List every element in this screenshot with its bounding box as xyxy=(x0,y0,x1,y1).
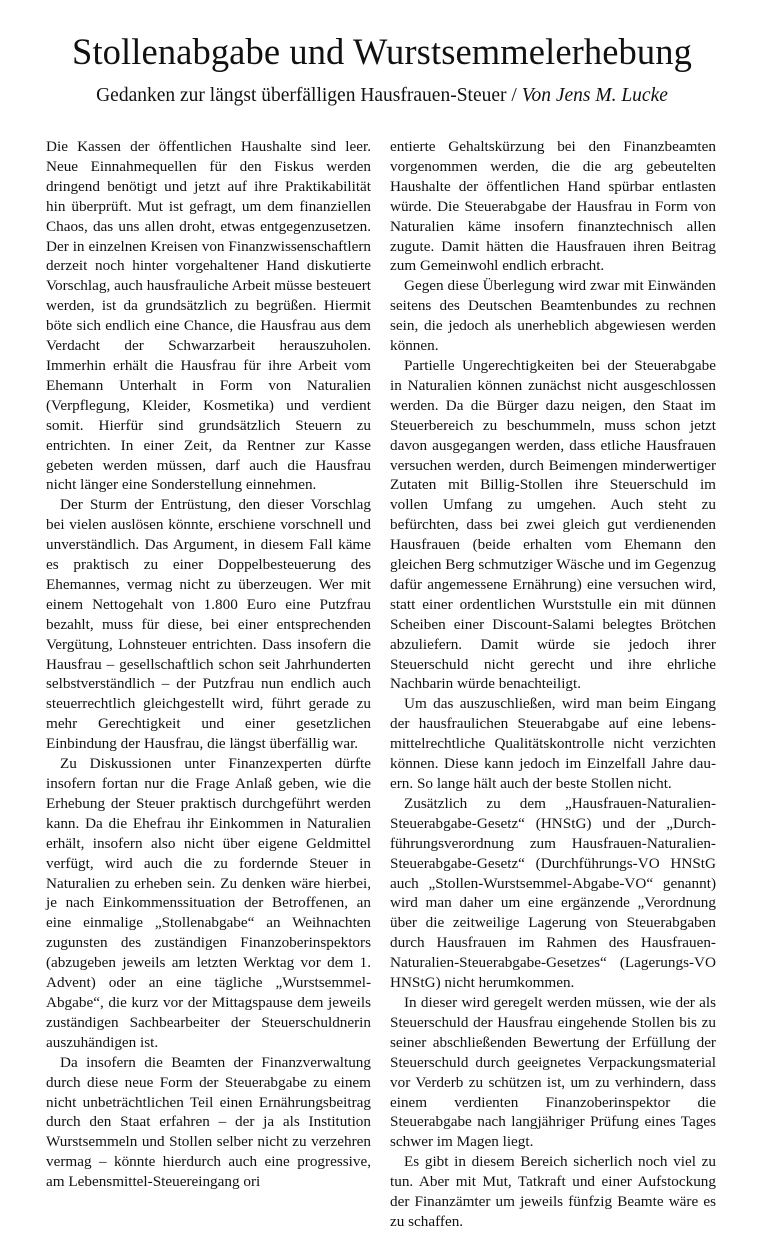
paragraph: entierte Gehaltskürzung bei den Finanzbeamten vorgenommen werden, die die arg gebeutelten Haushalte der öffentlichen Hand spürbar entlasten würde. Die Steuerabgabe der Hausfrau in Form von Naturalien käme insofern finanztechnisch allen zugute. Damit hätten die Hausfrauen ihren Beitrag zum Gemeinwohl endlich erbracht. xyxy=(390,138,716,275)
paragraph: Es gibt in diesem Bereich sicherlich noch viel zu tun. Aber mit Mut, Tatkraft und einer Aufstockung der Finanzämter um jeweils fünfzig Beamte wäre es zu schaffen. xyxy=(390,1153,716,1230)
paragraph: Zusätzlich zu dem „Hausfrauen-Naturalien-Steuerabgabe-Gesetz“ (HNStG) und der „Durchführungsverordnung zum Hausfrauen-Naturalien-Steuerabgabe-Gesetz“ (Durchführungs-VO HNStG auch „Stollen-Wurstsemmel-Abgabe-VO“ genannt) wird man daher um eine ergänzende „Verordnung über die zeitweilige Lagerung von Steuerabgaben durch Hausfrauen im Rahmen des Hausfrauen-Naturalien-Steuerabgabe-Gesetzes“ (Lagerungs-VO HNStG) nicht herumkommen. xyxy=(390,794,716,992)
paragraph: Der Sturm der Entrüstung, den dieser Vorschlag bei vielen auslösen könnte, erschiene vorschnell und unverständlich. Das Argument, in diesem Fall käme es praktisch zu einer Doppelbesteuerung des Ehemannes, vermag nicht zu überzeugen. Wer mit einem Nettogehalt von 1.800 Euro eine Putzfrau bezahlt, muss für diese, bei einer entsprechenden Vergütung, Lohnsteuer entrichten. Dass insofern die Hausfrau – gesellschaftlich schon seit Jahrhunderten selbstverständlich – der Putzfrau nun endlich auch steuerrechtlich gleichgestellt wird, führt gerade zu mehr Gerechtigkeit und einer gesetzlichen Einbindung der Hausfrau, die längst überfällig war. xyxy=(46,496,371,753)
article-title: Stollenabgabe und Wurstsemmelerhebung xyxy=(72,31,692,72)
paragraph: Zu Diskussionen unter Finanzexperten dürfte insofern fortan nur die Frage Anlaß geben, wie die Erhebung der Steuer praktisch durchgeführt werden kann. Da die Ehefrau ihr Einkommen in Naturalien erhält, insofern also nicht über eigene Geldmittel verfügt, wird auch die zu fordernde Steuer in Naturalien zu erheben sein. Zu denken wäre hierbei, je nach Einkommenssituation der Betroffenen, an eine einmalige „Stollenabgabe“ an Weihnachten zugunsten des zuständigen Finanzoberinspektors (abzugeben jeweils am letzten Werktag vor dem 1. Advent) oder an eine tägliche „Wurstsemmel-Abgabe“, die kurz vor der Mittagspause dem jeweils zuständigen Sachbearbeiter der Steuerschuldnerin auszuhändigen ist. xyxy=(46,755,371,1051)
paragraph: Partielle Ungerechtigkeiten bei der Steuerabgabe in Naturalien können zunächst nicht ausgeschlossen werden. Da die Bürger dazu neigen, den Staat im Steuerbereich zu beschummeln, muss schon jetzt davon ausgegangen werden, dass etliche Hausfrauen versuchen werden, durch Beimengen minderwertiger Zutaten mit Billig-Stollen ihre Steuerschuld im vollen Umfang zu umgehen. Auch steht zu befürchten, dass bei zwei gleich gut verdienenden Hausfrauen (beide erhalten vom Ehemann den gleichen Berg schmutziger Wäsche und im Gegenzug dafür angemessene Ernährung) eine versuchen wird, statt einer ordentlichen Wurststulle ein mit dünnen Scheiben einer Discount-Salami belegtes Brötchen abzuliefern. Damit würde sie jedoch ihrer Steuerschuld nicht gerecht und ihre ehrliche Nachbarin würde benachteiligt. xyxy=(390,356,716,693)
article-subtitle xyxy=(0,84,764,108)
author-byline: Von Jens M. Lucke xyxy=(521,85,668,106)
paragraph: Gegen diese Überlegung wird zwar mit Einwänden seitens des Deutschen Beamtenbundes zu rechnen sein, die jedoch als unerheblich abgewiesen werden können. xyxy=(390,277,716,355)
paragraph: Die Kassen der öffentlichen Haushalte sind leer. Neue Einnahmequellen für den Fiskus werden dringend benötigt und jetzt auf ihre Praktikabilität hin überprüft. Mut ist gefragt, um dem finanziellen Chaos, das uns allen droht, etwas entgegenzusetzen. Der in einzelnen Kreisen von Finanzwissenschaftlern derzeit noch hinter vorgehaltener Hand diskutierte Vorschlag, auch hausfrauliche Arbeit müsse besteuert werden, ist da grundsätzlich zu begrüßen. Hiermit böte sich endlich eine Chance, die Hausfrau aus dem Verdacht der Schwarzarbeit herauszuholen. Immerhin erhält die Hausfrau für ihre Arbeit vom Ehemann Unterhalt in Form von Naturalien (Verpflegung, Kleider, Kosmetika) und verdient somit. Hierfür sind grundsätzlich Steuern zu entrichten. In einer Zeit, da Rentner zur Kasse gebeten werden müssen, darf auch die Hausfrau nicht länger eine Sonderstellung einnehmen. xyxy=(46,138,371,494)
subtitle-text: Gedanken zur längst überfälligen Hausfrauen-Steuer / xyxy=(96,85,522,106)
right-column xyxy=(390,137,716,1232)
left-column xyxy=(46,137,371,1192)
paragraph: Da insofern die Beamten der Finanzverwaltung durch diese neue Form der Steuerabgabe zu einem nicht unbeträchtlichen Teil einen Ernährungsbeitrag durch den Staat erfahren – der ja als Institution Wurstsemmeln und Stollen selber nicht zu verzehren vermag – könnte hierdurch auch eine progressive, am Lebensmittel-Steuereingang ori xyxy=(46,1053,371,1191)
paragraph: In dieser wird geregelt werden müssen, wie der als Steuerschuld der Hausfrau eingehende Stollen bis zu seiner abschließenden Bewertung der Erfüllung der Steuerschuld durch geeignetes Verpackungsmaterial vor Verderb zu schützen ist, um zu verhindern, dass einem verdienten Finanzoberinspektor die Steuerabgabe nach langjähriger Prüfung eines Tages schwer im Magen liegt. xyxy=(390,993,716,1151)
paragraph: Um das auszuschließen, wird man beim Eingang der hausfraulichen Steuerabgabe auf eine lebensmittelrechtliche Qualitätskontrolle nicht verzichten können. Diese kann jedoch im Einzelfall Jahre dauern. So lange hält auch der beste Stollen nicht. xyxy=(390,695,716,792)
